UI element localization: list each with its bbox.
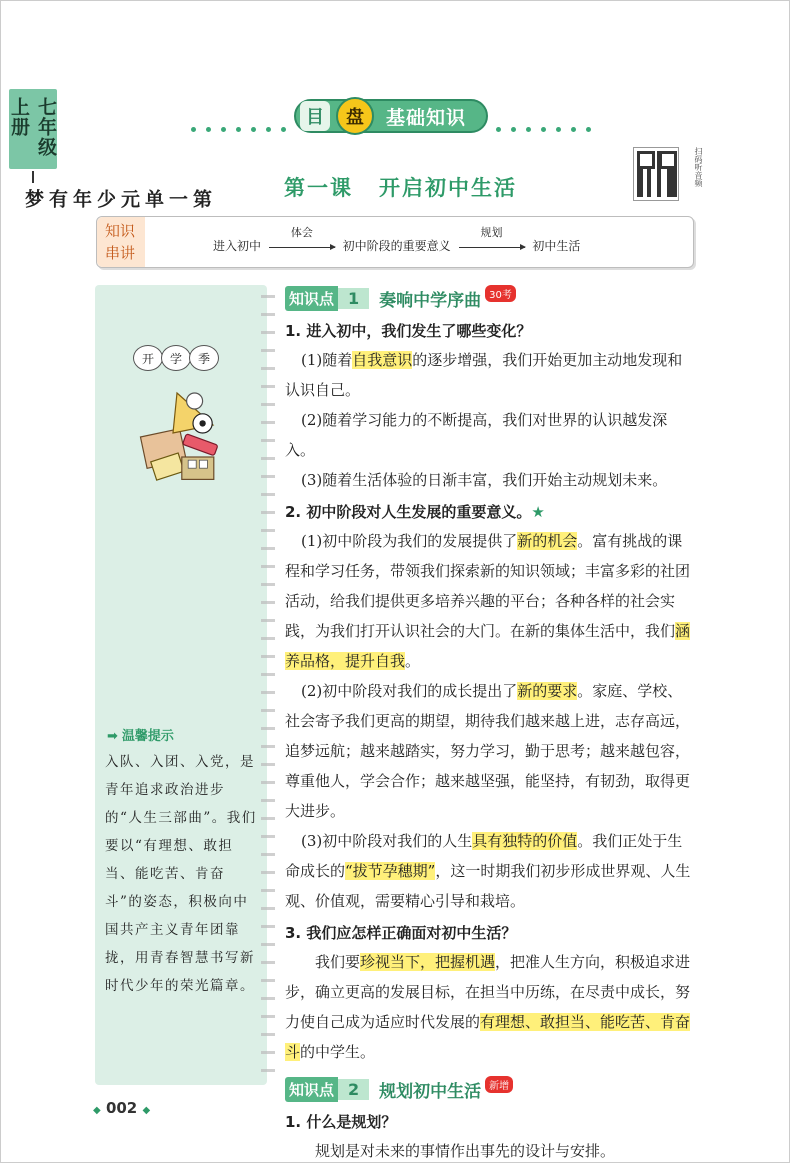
lesson-title: 第一课 开启初中生活 (284, 176, 517, 200)
knowledge-point-2-header: 知识点 2 规划初中生活 新增 (285, 1075, 697, 1103)
question-3: 3. 我们应怎样正确面对初中生活？ (285, 924, 517, 942)
knowledge-point-2-title: 规划初中生活 (379, 1081, 482, 1102)
answer-2-item-1: (1)初中阶段为我们的发展提供了新的机会。富有挑战的课程和学习任务，带领我们探索新的知识领域；丰富多彩的社团活动，给我们提供更多培养兴趣的平台；各种各样的社会实践，为我们打开认识社会的大门。在新的集体生活中，我们涵养品格，提升自我。 (285, 532, 691, 670)
question-1: 1. 进入初中，我们发生了哪些变化？ (285, 322, 532, 340)
notebook-rings (261, 295, 275, 1075)
knowledge-point-1-title: 奏响中学序曲 (379, 290, 482, 311)
qr-code-icon[interactable] (633, 147, 679, 201)
tip-body: 入队、入团、入党，是青年追求政治进步的“人生三部曲”。我们要以“有理想、敢担当、能吃苦、肯奋斗”的姿态，积极向中国共产主义青年团靠拢，用青春智慧书写新时代少年的荣光篇章。 (105, 754, 257, 994)
qr-label: 扫码听音频 (694, 147, 703, 187)
knowledge-chain-tag: 知识 串讲 (97, 217, 145, 267)
knowledge-chain (96, 216, 694, 268)
banner-circle-char: 盘 (336, 97, 374, 135)
grade-label: 七年级上册 (9, 89, 57, 169)
exam-count-badge: 30考 (485, 285, 516, 302)
banner-dots-right (496, 127, 591, 133)
unit-label: 第 一 单 元 少 年 有 梦 (22, 189, 212, 209)
page-number: ◆ 002 ◆ (93, 1099, 151, 1117)
main-content (285, 284, 697, 1163)
answer-1-item-1: (1)随着自我意识的逐步增强，我们开始更加主动地发现和认识自己。 (285, 351, 683, 399)
banner-dots-left (191, 127, 286, 133)
answer-3: 我们要珍视当下，把握机遇，把准人生方向，积极追求进步，确立更高的发展目标，在担当中历练，在尽责中成长，努力使自己成为适应时代发展的有理想、敢担当、能吃苦、肯奋斗的中学生。 (285, 953, 691, 1061)
school-supplies-illustration-icon (125, 377, 245, 497)
chain-node-1: 进入初中 (213, 239, 262, 253)
chain-node-3: 初中生活 (532, 239, 581, 253)
tip-title: ➡ 温馨提示 (107, 725, 174, 744)
chain-arrow-1: 体会 (269, 239, 335, 248)
answer-4: 规划是对未来的事情作出事先的设计与安排。 (315, 1142, 616, 1160)
star-icon: ★ (531, 503, 545, 521)
banner-pill (294, 99, 488, 133)
answer-1-item-3: (3)随着生活体验的日渐丰富，我们开始主动规划未来。 (301, 471, 668, 489)
answer-1-item-2: (2)随着学习能力的不断提高，我们对世界的认识越发深入。 (285, 411, 668, 459)
spine-divider (32, 171, 34, 183)
new-badge: 新增 (485, 1076, 513, 1093)
chain-arrow-2: 规划 (459, 239, 525, 248)
sidebar-notes (95, 285, 267, 1085)
question-2: 2. 初中阶段对人生发展的重要意义。★ (285, 503, 545, 521)
school-start-bubbles: 开 学 季 (133, 345, 217, 371)
spine (8, 89, 212, 209)
chain-node-2: 初中阶段的重要意义 (342, 239, 451, 253)
knowledge-chain-row (213, 226, 581, 254)
answer-2-item-2: (2)初中阶段对我们的成长提出了新的要求。家庭、学校、社会寄予我们更高的期望，期待我们越来越上进，志存高远，追梦远航；越来越踏实，努力学习，勤于思考；越来越包容，尊重他人，学会合作；越来越坚强，能坚持，有韧劲，取得更大进步。 (285, 682, 691, 820)
answer-2-item-3: (3)初中阶段对我们的人生具有独特的价值。我们正处于生命成长的“拔节孕穗期”，这一时期我们初步形成世界观、人生观、价值观，需要精心引导和栽培。 (285, 832, 691, 910)
question-4: 1. 什么是规划？ (285, 1113, 397, 1131)
banner-text: 基础知识 (386, 106, 467, 129)
banner-left-char: 目 (300, 101, 330, 131)
section-banner (191, 99, 591, 135)
knowledge-point-1-header: 知识点 1 奏响中学序曲 30考 (285, 284, 697, 312)
